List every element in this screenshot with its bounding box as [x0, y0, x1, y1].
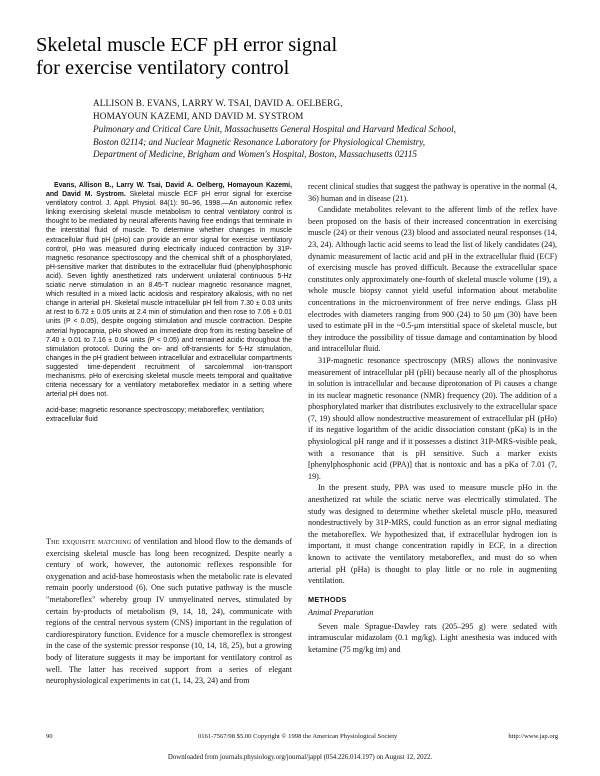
paragraph-candidate-metabolites: Candidate metabolites relevant to the afferent limb of the reflex have been proposed on the basis of their increased concentration in exercising muscle (24) or their venous (23) blood and associated neural responses (14, 23, 24). Although lactic acid seems to lead the list of likely candidates (24), dynamic measurement of lactic acid and pH in the extracellular fluid (ECF) of exercising muscle has proved difficult. Because the extracellular space constitutes only approximately one-fourth of skeletal muscle volume (19), a whole muscle biopsy cannot yield useful information about metabolite concentrations in the microenvironment of free nerve endings. Glass pH electrodes with diameters ranging from 900 (24) to 50 μm (30) have been used to estimate pH in the ~0.5-μm interstitial space of skeletal muscle, but they introduce the possibility of tissue damage and contamination by blood and intracellular fluid.: [308, 205, 557, 354]
page-footer: [36, 731, 558, 743]
paragraph-continued: recent clinical studies that suggest the pathway is operative in the normal (4, 36) human and in disease (21).: [308, 182, 557, 203]
paper-title: [36, 34, 556, 80]
intro-lead-in: The exquisite matching: [46, 537, 132, 546]
title-line-1: Skeletal muscle ECF pH error signal: [36, 34, 338, 56]
authors-line-2: HOMAYOUN KAZEMI, AND DAVID M. SYSTROM: [93, 110, 304, 121]
page-number: 90: [46, 733, 53, 740]
keywords: acid-base; magnetic resonance spectroscopy; metaboreflex; ventilation; extracellular fluid: [46, 407, 265, 424]
affiliation-line-2: Boston 02114; and Nuclear Magnetic Resonance Laboratory for Physiological Chemistry,: [93, 136, 426, 147]
right-column: [308, 181, 557, 656]
abstract-citation: Skeletal muscle ECF pH error signal for exercise ventilatory control. J. Appl. Physiol. 84(1): 90–96, 1998.—: [46, 191, 292, 208]
title-line-2: for exercise ventilatory control: [36, 57, 290, 79]
copyright-notice: 0161-7567/98 $5.00 Copyright © 1998 the American Physiological Society: [198, 733, 398, 740]
abstract-column: [46, 181, 292, 424]
abstract-text: An autonomic reflex linking exercising skeletal muscle metabolism to central ventilatory control is thought to be mediated by neural afferents having free endings that terminate in the interstitial fluid of muscle. To determine whether changes in muscle extracellular fluid pH (pHo) can provide an error signal for exercise ventilatory control, pHo was measured during electrically induced contraction by 31P-magnetic resonance spectroscopy and the chemical shift of a phosphorylated, pH-sensitive marker that distributes to the extracellular fluid (phenylphosphonic acid). Seven lightly anesthetized rats underwent unilateral continuous 5-Hz sciatic nerve stimulation in an 8.45-T nuclear magnetic resonance magnet, which resulted in a mixed lactic acidosis and respiratory alkalosis, with no net change in arterial pH. Skeletal muscle intracellular pH fell from 7.30 ± 0.03 units at rest to 6.72 ± 0.05 units at 2.4 min of stimulation and then rose to 7.05 ± 0.01 units (P < 0.05), despite ongoing stimulation and muscle contraction. Despite arterial hypocapnia, pHo showed an immediate drop from its resting baseline of 7.40 ± 0.01 to 7.16 ± 0.04 units (P < 0.05) and remained acidic throughout the stimulation protocol. During the on- and off-transients for 5-Hz stimulation, changes in the pH gradient between intracellular and extracellular compartments suggested time-dependent recruitment of sarcolemmal ion-transport mechanisms. pHo of exercising skeletal muscle meets temporal and qualitative criteria necessary for a ventilatory metaboreflex mediator in a setting where arterial pH does not.: [46, 200, 292, 399]
animal-preparation-heading: Animal Preparation: [308, 607, 374, 617]
abstract-citation-authors: Evans, Allison B., Larry W. Tsai, David A. Oelberg, Homayoun Kazemi, and David M. Systrom.: [46, 182, 292, 199]
journal-url-link[interactable]: http://www.jap.org: [508, 733, 558, 740]
paragraph-mrs: 31P-magnetic resonance spectroscopy (MRS) allows the noninvasive measurement of intracellular pH (pHi) because nearly all of the phosphorus in solution is intracellular and because diprotonation of Pi causes a change in its nuclear magnetic resonance (NMR) frequency (20). The addition of a phosphorylated marker that distributes exclusively to the extracellular space (7, 19) should allow nondestructive measurement of extracellular pH (pHo) if its negative logarithm of the acidic dissociation constant (pKa) is in the physiological pH range and if it possesses a distinct 31P-MRS-visible peak, with a resonance that is pH sensitive. Such a marker exists [phenylphosphonic acid (PPA)] that is nontoxic and has a pKa of 7.01 (7, 19).: [308, 355, 557, 481]
affiliations: [93, 123, 573, 161]
affiliation-line-1: Pulmonary and Critical Care Unit, Massachusetts General Hospital and Harvard Medical School,: [93, 124, 456, 134]
paragraph-present-study: In the present study, PPA was used to measure muscle pHo in the anesthetized rat while the sciatic nerve was electrically stimulated. The study was designed to determine whether skeletal muscle pHo, measured nondestructively by 31P-MRS, could function as an error signal mediating the metaboreflex. We hypothesized that, if extracellular hydrogen ion is important, it must change concentration rapidly in ECF, in a direction known to activate the ventilatory metaboreflex, and must do so when arterial pH (pHa) is thought to play little or no role in augmenting ventilation.: [308, 483, 557, 586]
paragraph-animal-preparation: Seven male Sprague-Dawley rats (205–295 g) were sedated with intramuscular midazolam (0.1 mg/kg). Light anesthesia was induced with ketamine (75 mg/kg im) and: [308, 621, 557, 654]
intro-text: of ventilation and blood flow to the demands of exercising skeletal muscle has long been recognized. Despite nearly a century of work, however, the autonomic reflexes responsible for oxygenation and acid-base homeostasis when the metabolic rate is elevated remain poorly understood (6). One such putative pathway is the muscle "metaboreflex" whereby group IV unmyelinated nerves, stimulated by certain by-products of metabolism (9, 14, 18, 24), communicate with regions of the central nervous system (CNS) important in the regulation of cardiorespiratory function. Evidence for a muscle chemoreflex is strongest in the case of the systemic pressor response (10, 14, 18, 25), but a growing body of literature suggests it may be important for ventilatory control as well. The latter has received support from a series of elegant neurophysiological experiments in cat (1, 14, 23, 24) and from: [46, 537, 293, 686]
abstract: [46, 181, 292, 399]
author-list: [93, 97, 573, 122]
affiliation-line-3: Department of Medicine, Brigham and Women's Hospital, Boston, Massachusetts 02115: [93, 149, 418, 160]
introduction-column: [46, 536, 292, 687]
download-notice: Downloaded from journals.physiology.org/journal/jappl (054.226.014.197) on August 12, 2022.: [167, 754, 433, 761]
authors-line-1: ALLISON B. EVANS, LARRY W. TSAI, DAVID A. OELBERG,: [93, 98, 343, 108]
intro-paragraph: [46, 536, 292, 687]
methods-heading: METHODS: [308, 594, 347, 604]
